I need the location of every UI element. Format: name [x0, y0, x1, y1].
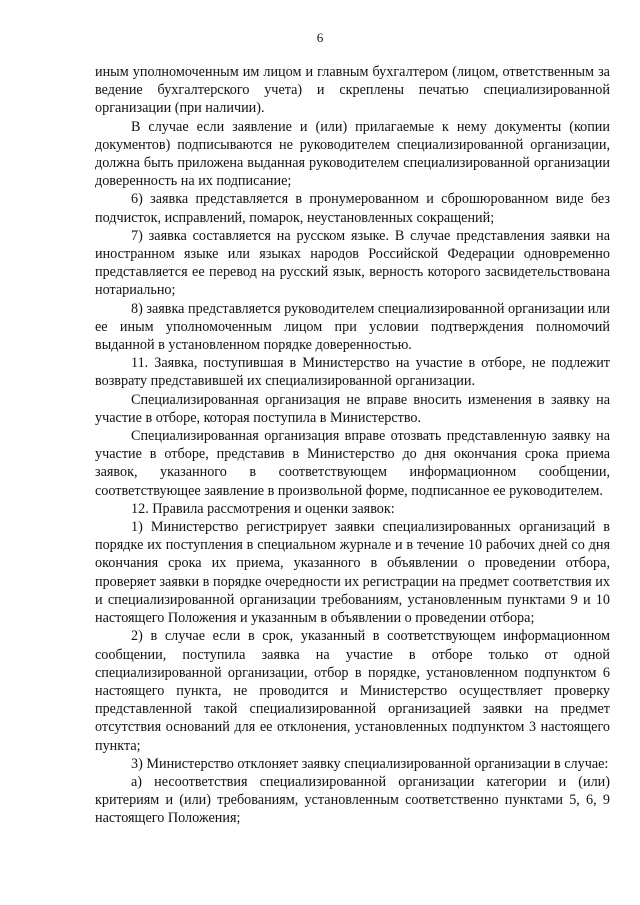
- paragraph-rule-3a: а) несоответствия специализированной организации категории и (или) критериям и (или) требованиям, установленным соответственно пунктами 5, 6, 9 настоящего Положения;: [95, 773, 610, 827]
- paragraph-clause-11: 11. Заявка, поступившая в Министерство на участие в отборе, не подлежит возврату представившей их специализированной организации.: [95, 355, 610, 390]
- paragraph-rule-1: 1) Министерство регистрирует заявки специализированных организаций в порядке их поступления в специальном журнале и в течение 10 рабочих дней со дня окончания срока их приема, указанного в объявлении о проведении отбора, проверяет заявки в порядке очередности их регистрации на предмет соответствия их и специализированной организации требованиям, установленным пунктами 9 и 10 настоящего Положения и указанным в объявлении о проведении отбора;: [95, 519, 610, 627]
- paragraph-clause-12: 12. Правила рассмотрения и оценки заявок:: [131, 500, 395, 517]
- paragraph-withdrawal: Специализированная организация вправе отозвать представленную заявку на участие в отборе, представив в Министерство до дня окончания срока приема заявок, указанного в соответствующем информационном сообщении, соответствующее заявление в произвольной форме, подписанное ее руководителем.: [95, 428, 610, 499]
- paragraph-item-7: 7) заявка составляется на русском языке. В случае представления заявки на иностранном языке или языках народов Российской Федерации одновременно представляется ее перевод на русский язык, верность которого засвидетельствована нотариально;: [95, 227, 610, 299]
- paragraph-item-6: 6) заявка представляется в пронумерованном и сброшюрованном виде без подчисток, исправлений, помарок, неустановленных сокращений;: [95, 191, 610, 226]
- paragraph-no-changes: Специализированная организация не вправе вносить изменения в заявку на участие в отборе, которая поступила в Министерство.: [95, 391, 610, 426]
- paragraph-rule-3: 3) Министерство отклоняет заявку специализированной организации в случае:: [131, 755, 609, 772]
- paragraph-signing-authority: В случае если заявление и (или) прилагаемые к нему документы (копии документов) подписываются не руководителем специализированной организации, должна быть приложена выданная руководителем специализированной организации доверенность на их подписание;: [95, 118, 610, 190]
- paragraph-rule-2: 2) в случае если в срок, указанный в соответствующем информационном сообщении, поступила заявка на участие в отборе только от одной специализированной организации, отбор в порядке, установленном подпунктом 6 настоящего пункта, не проводится и Министерство осуществляет проверку представленной такой специализированной организацией заявки на предмет отсутствия оснований для ее отклонения, установленных подпунктом 3 настоящего пункта;: [95, 628, 610, 754]
- paragraph-item-8: 8) заявка представляется руководителем специализированной организации или ее иным уполномоченным лицом при условии подтверждения полномочий выданной в установленном порядке доверенностью.: [95, 300, 610, 354]
- paragraph-continuation: иным уполномоченным им лицом и главным бухгалтером (лицом, ответственным за ведение бухгалтерского учета) и скреплены печатью специализированной организации (при наличии).: [95, 64, 610, 117]
- document-body: [95, 63, 610, 828]
- page-number: 6: [316, 30, 324, 45]
